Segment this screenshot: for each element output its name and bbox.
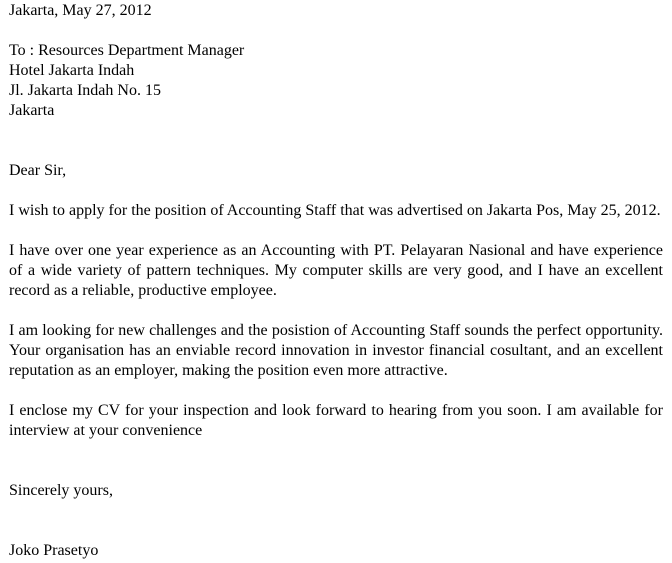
body-paragraph-2: I have over one year experience as an Accounting with PT. Pelayaran Nasional and have experience of a wide variety of pattern techniques. My computer skills are very good, and I have an excellent record as a reliable, productive employee.	[9, 242, 663, 299]
spacer	[9, 121, 663, 161]
recipient-city: Jakarta	[9, 102, 55, 119]
spacer	[9, 501, 663, 541]
closing: Sincerely yours,	[9, 482, 113, 499]
spacer	[9, 381, 663, 401]
salutation: Dear Sir,	[9, 162, 67, 179]
recipient-address-block	[9, 41, 663, 121]
spacer	[9, 181, 663, 201]
cover-letter	[9, 1, 663, 561]
recipient-hotel: Hotel Jakarta Indah	[9, 62, 135, 79]
spacer	[9, 21, 663, 41]
spacer	[9, 301, 663, 321]
spacer	[9, 441, 663, 481]
spacer	[9, 221, 663, 241]
signature-name: Joko Prasetyo	[9, 542, 99, 559]
date-line: Jakarta, May 27, 2012	[9, 2, 152, 19]
body-paragraph-1: I wish to apply for the position of Accounting Staff that was advertised on Jakarta Pos, May 25, 2012.	[9, 202, 661, 219]
body-paragraph-3: I am looking for new challenges and the posistion of Accounting Staff sounds the perfect opportunity. Your organisation has an enviable record innovation in investor financial cosultant, and an excellent reputation as an employer, making the position even more attractive.	[9, 322, 663, 379]
recipient-to-line: To : Resources Department Manager	[9, 42, 245, 59]
recipient-street: Jl. Jakarta Indah No. 15	[9, 82, 161, 99]
body-paragraph-4: I enclose my CV for your inspection and look forward to hearing from you soon. I am available for interview at your convenience	[9, 402, 663, 439]
